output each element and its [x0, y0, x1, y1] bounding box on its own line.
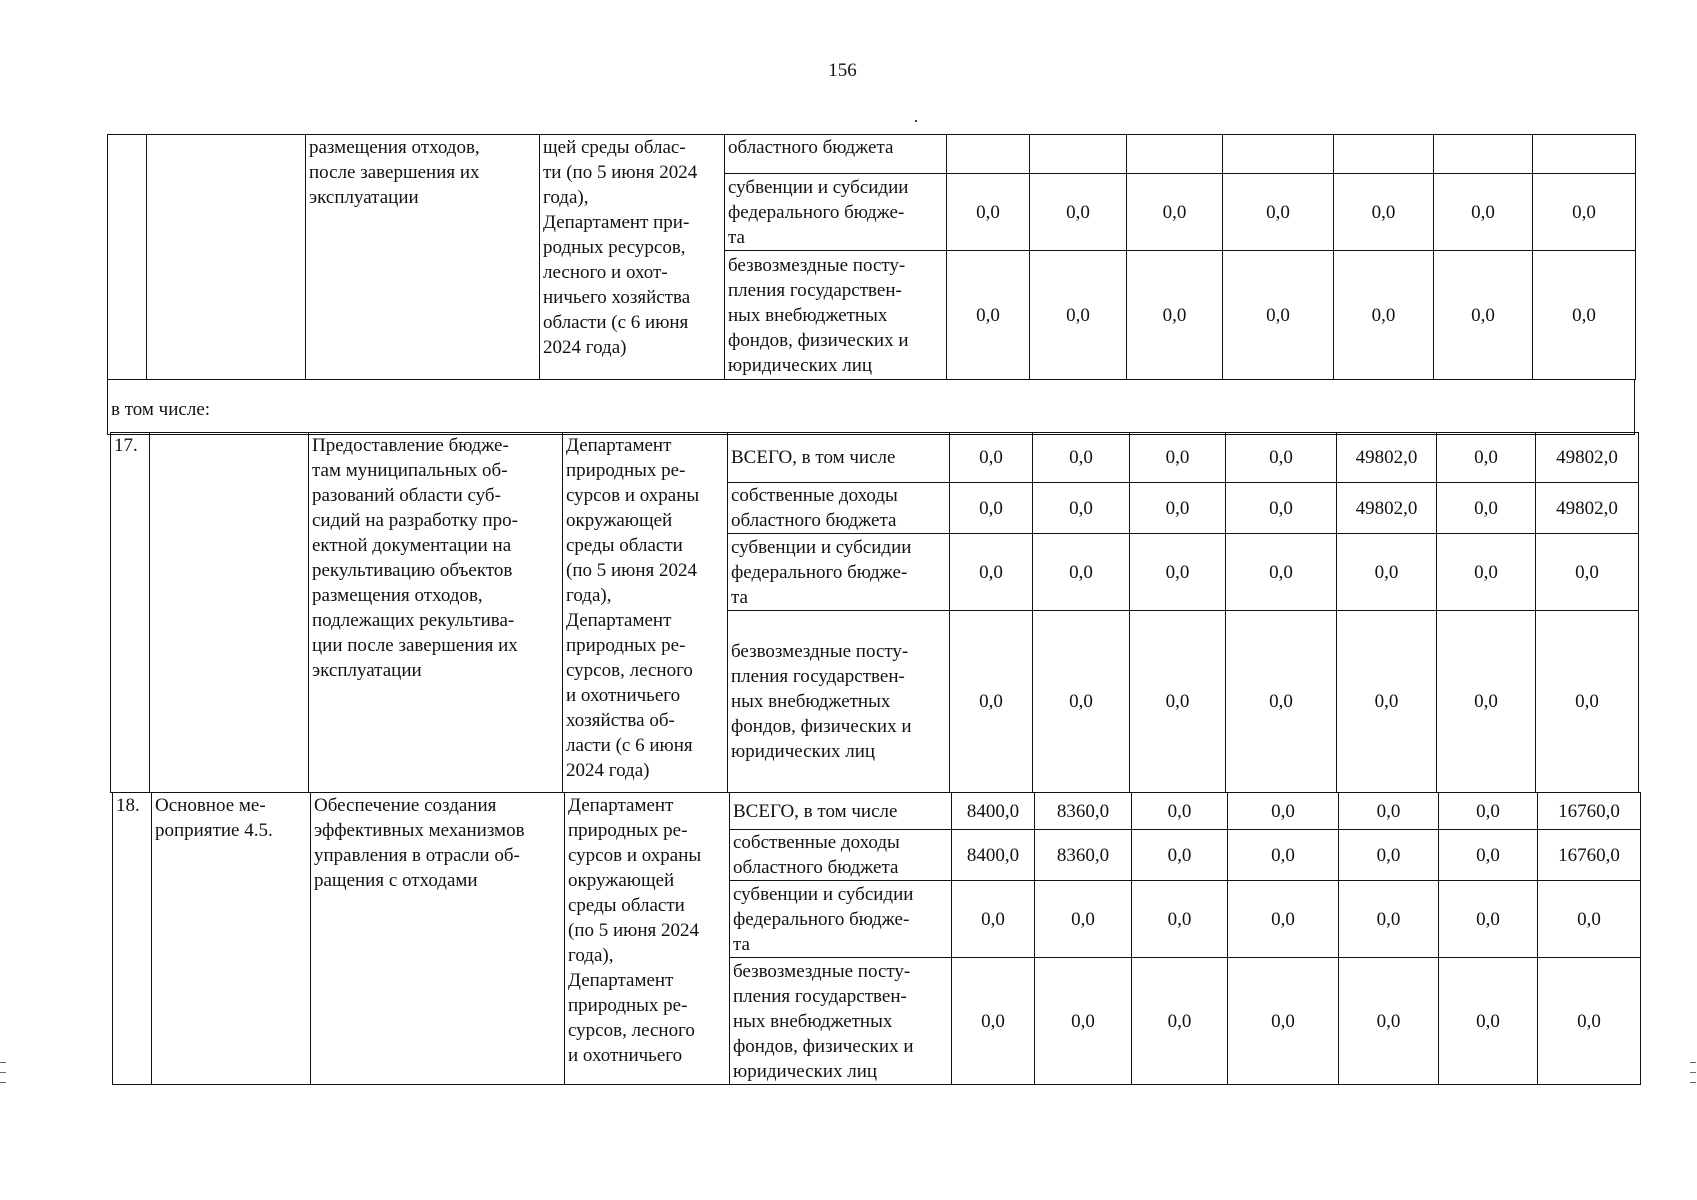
title-line: роприятие 4.5. [155, 820, 273, 841]
value-cell: 0,0 [1226, 433, 1337, 483]
value-cell: 49802,0 [1337, 433, 1437, 483]
value-cell [1334, 135, 1434, 174]
value-cell: 0,0 [1223, 174, 1334, 251]
executor-line: природных ре- [566, 460, 686, 481]
value-cell: 0,0 [1536, 611, 1639, 793]
value-cell: 0,0 [1533, 174, 1636, 251]
name-cell [306, 135, 540, 380]
value-cell [1127, 135, 1223, 174]
name-line: разований области суб- [312, 485, 501, 506]
value-cell: 0,0 [1033, 611, 1130, 793]
value-cell: 0,0 [1339, 881, 1439, 958]
value-cell: 0,0 [1030, 174, 1127, 251]
name-line: эксплуатации [309, 187, 419, 208]
scan-edge-mark [0, 1072, 6, 1073]
executor-line: ласти (с 6 июня [566, 735, 693, 756]
executor-line: сурсов, лесного [566, 660, 693, 681]
value-cell: 0,0 [1226, 534, 1337, 611]
value-cell: 49802,0 [1536, 483, 1639, 534]
source-cell [730, 958, 952, 1085]
source-line: собственные доходы [733, 832, 900, 853]
name-line: сидий на разработку про- [312, 510, 519, 531]
value-cell: 0,0 [1439, 793, 1538, 830]
number-cell: 18. [113, 793, 152, 1085]
scan-edge-mark [1690, 1072, 1696, 1073]
executor-line: сурсов, лесного [568, 1020, 695, 1041]
value-cell: 0,0 [1033, 433, 1130, 483]
value-cell: 0,0 [1337, 534, 1437, 611]
name-line: управления в отрасли об- [314, 845, 520, 866]
value-cell: 0,0 [1132, 881, 1228, 958]
source-line: областного бюджета [733, 857, 899, 878]
name-line: рекультивацию объектов [312, 560, 513, 581]
value-cell: 0,0 [1132, 830, 1228, 881]
value-cell: 0,0 [1533, 251, 1636, 380]
executor-line: лесного и охот- [543, 262, 668, 283]
name-cell [309, 433, 563, 793]
source-line: ных внебюджетных [733, 1010, 893, 1032]
item-17-table [110, 432, 1639, 793]
executor-line: и охотничьего [566, 685, 681, 706]
value-cell: 0,0 [1334, 174, 1434, 251]
number-cell [108, 135, 147, 380]
source-line: субвенции и субсидии [728, 176, 909, 198]
value-cell: 0,0 [1033, 483, 1130, 534]
title-cell [150, 433, 309, 793]
value-cell: 0,0 [1439, 958, 1538, 1085]
executor-line: среды области [568, 895, 685, 916]
value-cell: 0,0 [1228, 830, 1339, 881]
section-row-table [107, 379, 1635, 435]
value-cell: 0,0 [1127, 174, 1223, 251]
value-cell: 0,0 [1228, 793, 1339, 830]
value-cell: 49802,0 [1536, 433, 1639, 483]
value-cell: 0,0 [1226, 611, 1337, 793]
executor-line: Департамент [566, 610, 672, 631]
source-line: пления государствен- [731, 666, 905, 687]
executor-line: хозяйства об- [566, 710, 675, 731]
source-line: собственные доходы [731, 485, 898, 506]
table-row [113, 793, 1641, 830]
executor-line: природных ре- [568, 820, 688, 841]
value-cell: 0,0 [1223, 251, 1334, 380]
executor-line: ничьего хозяйства [543, 287, 691, 308]
executor-line: и охотничьего [568, 1045, 683, 1066]
executor-line: окружающей [568, 870, 675, 891]
source-line: та [733, 933, 750, 955]
value-cell: 0,0 [1339, 958, 1439, 1085]
source-line: юридических лиц [733, 1060, 878, 1082]
name-line: ции после завершения их [312, 635, 518, 656]
source-cell [728, 483, 950, 534]
title-line: Основное ме- [155, 795, 266, 816]
source-line: федерального бюдже- [728, 201, 905, 223]
value-cell: 0,0 [1439, 881, 1538, 958]
value-cell: 0,0 [1437, 483, 1536, 534]
item-18-table [112, 792, 1641, 1085]
name-line: размещения отходов, [312, 585, 483, 606]
title-cell [152, 793, 311, 1085]
executor-line: Департамент [566, 435, 672, 456]
scan-speck [915, 120, 917, 122]
value-cell: 0,0 [1538, 958, 1641, 1085]
source-line: безвозмездные посту- [728, 254, 906, 276]
name-line: после завершения их [309, 162, 480, 183]
executor-line: Департамент [568, 970, 674, 991]
value-cell: 0,0 [1130, 534, 1226, 611]
table-row [108, 135, 1636, 174]
value-cell: 0,0 [952, 881, 1035, 958]
source-cell [725, 251, 947, 380]
source-line: федерального бюдже- [731, 561, 908, 583]
executor-line: 2024 года) [566, 760, 650, 781]
value-cell: 0,0 [1536, 534, 1639, 611]
scan-edge-mark [1690, 1082, 1696, 1083]
scan-edge-mark [0, 1082, 6, 1083]
source-cell [725, 135, 947, 174]
source-line: пления государствен- [728, 279, 902, 301]
value-cell: 0,0 [950, 433, 1033, 483]
executor-line: родных ресурсов, [543, 237, 686, 258]
name-line: эксплуатации [312, 660, 422, 681]
name-line: ращения с отходами [314, 870, 478, 891]
executor-cell [563, 433, 728, 793]
value-cell: 0,0 [947, 174, 1030, 251]
value-cell: 0,0 [1339, 830, 1439, 881]
value-cell: 0,0 [1339, 793, 1439, 830]
value-cell: 0,0 [1437, 534, 1536, 611]
executor-line: щей среды облас- [543, 137, 686, 158]
source-line: фондов, физических и [733, 1035, 914, 1057]
value-cell: 0,0 [1033, 534, 1130, 611]
executor-line: сурсов и охраны [568, 845, 702, 866]
source-line: пления государствен- [733, 985, 907, 1007]
value-cell: 0,0 [950, 611, 1033, 793]
value-cell: 0,0 [1434, 251, 1533, 380]
value-cell: 0,0 [1439, 830, 1538, 881]
section-label: в том числе: [108, 380, 1635, 435]
source-line: та [728, 226, 745, 248]
source-line: субвенции и субсидии [733, 883, 914, 905]
source-line: ВСЕГО, в том числе [731, 447, 896, 468]
source-cell [730, 881, 952, 958]
executor-line: среды области [566, 535, 683, 556]
executor-line: области (с 6 июня [543, 312, 689, 333]
value-cell: 0,0 [1132, 958, 1228, 1085]
value-cell [1030, 135, 1127, 174]
table-row [111, 433, 1639, 483]
source-cell [730, 830, 952, 881]
number-cell: 17. [111, 433, 150, 793]
value-cell: 0,0 [1228, 881, 1339, 958]
value-cell: 0,0 [1132, 793, 1228, 830]
value-cell [1533, 135, 1636, 174]
name-line: Обеспечение создания [314, 795, 497, 816]
source-line: областного бюджета [728, 137, 894, 158]
source-line: юридических лиц [728, 354, 873, 376]
name-line: подлежащих рекультива- [312, 610, 515, 631]
scan-edge-mark [1690, 1062, 1696, 1063]
executor-line: сурсов и охраны [566, 485, 700, 506]
name-cell [311, 793, 565, 1085]
value-cell: 0,0 [1334, 251, 1434, 380]
source-cell [728, 534, 950, 611]
source-line: юридических лиц [731, 741, 876, 762]
name-line: там муниципальных об- [312, 460, 508, 481]
value-cell: 0,0 [950, 483, 1033, 534]
value-cell: 0,0 [1437, 611, 1536, 793]
executor-line: ти (по 5 июня 2024 [543, 162, 698, 183]
executor-line: Департамент при- [543, 212, 690, 233]
source-line: та [731, 586, 748, 608]
source-line: ных внебюджетных [728, 304, 888, 326]
value-cell: 0,0 [1226, 483, 1337, 534]
value-cell [1434, 135, 1533, 174]
source-line: областного бюджета [731, 510, 897, 531]
value-cell: 0,0 [952, 958, 1035, 1085]
executor-line: года), [566, 585, 612, 606]
value-cell: 0,0 [947, 251, 1030, 380]
executor-line: 2024 года) [543, 337, 627, 358]
executor-line: природных ре- [568, 995, 688, 1016]
executor-cell [540, 135, 725, 380]
title-cell [147, 135, 306, 380]
name-line: эффективных механизмов [314, 820, 525, 841]
source-line: фондов, физических и [731, 716, 912, 737]
executor-line: года), [543, 187, 589, 208]
page-number: 156 [828, 60, 857, 81]
executor-line: Департамент [568, 795, 674, 816]
name-line: ектной документации на [312, 535, 512, 556]
executor-line: (по 5 июня 2024 [568, 920, 700, 941]
source-line: федерального бюдже- [733, 908, 910, 930]
value-cell: 0,0 [1228, 958, 1339, 1085]
value-cell: 0,0 [1337, 611, 1437, 793]
value-cell: 0,0 [1035, 881, 1132, 958]
source-line: безвозмездные посту- [733, 960, 911, 982]
value-cell [1223, 135, 1334, 174]
value-cell: 16760,0 [1538, 793, 1641, 830]
source-line: фондов, физических и [728, 329, 909, 351]
source-cell [725, 174, 947, 251]
executor-line: (по 5 июня 2024 [566, 560, 698, 581]
executor-cell [565, 793, 730, 1085]
source-line: безвозмездные посту- [731, 641, 909, 662]
source-line: ных внебюджетных [731, 691, 891, 712]
value-cell: 49802,0 [1337, 483, 1437, 534]
value-cell: 8360,0 [1035, 793, 1132, 830]
value-cell: 0,0 [1130, 433, 1226, 483]
scan-edge-mark [0, 1062, 6, 1063]
executor-line: года), [568, 945, 614, 966]
value-cell: 0,0 [950, 534, 1033, 611]
value-cell [947, 135, 1030, 174]
value-cell: 0,0 [1127, 251, 1223, 380]
value-cell: 0,0 [1130, 611, 1226, 793]
source-cell [728, 611, 950, 793]
name-line: размещения отходов, [309, 137, 480, 158]
value-cell: 0,0 [1437, 433, 1536, 483]
budget-table-continuation [107, 134, 1636, 380]
executor-line: природных ре- [566, 635, 686, 656]
source-line: ВСЕГО, в том числе [733, 800, 898, 822]
source-line: субвенции и субсидии [731, 536, 912, 558]
value-cell: 16760,0 [1538, 830, 1641, 881]
value-cell: 8400,0 [952, 793, 1035, 830]
source-cell [730, 793, 952, 830]
value-cell: 8400,0 [952, 830, 1035, 881]
value-cell: 0,0 [1035, 958, 1132, 1085]
value-cell: 0,0 [1030, 251, 1127, 380]
value-cell: 8360,0 [1035, 830, 1132, 881]
value-cell: 0,0 [1130, 483, 1226, 534]
source-cell [728, 433, 950, 483]
section-row [108, 380, 1635, 435]
value-cell: 0,0 [1434, 174, 1533, 251]
value-cell: 0,0 [1538, 881, 1641, 958]
executor-line: окружающей [566, 510, 673, 531]
name-line: Предоставление бюдже- [312, 435, 509, 456]
